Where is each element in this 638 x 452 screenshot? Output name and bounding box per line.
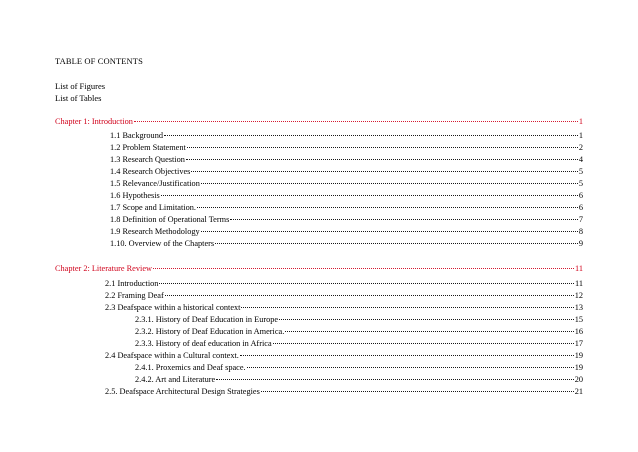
entry-label: 1.8 Definition of Operational Terms bbox=[110, 215, 230, 224]
entry-label: 1.1 Background bbox=[110, 131, 163, 140]
toc-entry[interactable] bbox=[110, 202, 583, 213]
dot-leader bbox=[191, 171, 577, 172]
dot-leader bbox=[240, 355, 574, 356]
toc-entry[interactable] bbox=[110, 154, 583, 165]
entry-label: 1.5 Relevance/Justification bbox=[110, 179, 200, 188]
dot-leader bbox=[164, 135, 578, 136]
dot-leader bbox=[165, 295, 574, 296]
page-number: 16 bbox=[574, 327, 583, 336]
page-number: 1 bbox=[578, 117, 583, 126]
toc-subentry[interactable] bbox=[135, 374, 583, 385]
dot-leader bbox=[261, 391, 574, 392]
dot-leader bbox=[159, 283, 574, 284]
page-number: 20 bbox=[574, 375, 583, 384]
page-number: 6 bbox=[578, 203, 583, 212]
toc-entry[interactable] bbox=[105, 278, 583, 289]
toc-subentry[interactable] bbox=[135, 338, 583, 349]
page-number: 12 bbox=[574, 291, 583, 300]
page-number: 4 bbox=[578, 155, 583, 164]
toc-subentry[interactable] bbox=[135, 362, 583, 373]
page-number: 11 bbox=[575, 264, 583, 273]
toc-chapter-2[interactable] bbox=[55, 263, 583, 274]
toc-subentry[interactable] bbox=[135, 326, 583, 337]
entry-label: 1.2 Problem Statement bbox=[110, 143, 186, 152]
dot-leader bbox=[215, 243, 578, 244]
entry-label: 2.4 Deafspace within a Cultural context. bbox=[105, 351, 239, 360]
dot-leader bbox=[187, 147, 578, 148]
page-number: 5 bbox=[578, 167, 583, 176]
entry-label: 1.10. Overview of the Chapters bbox=[110, 239, 215, 248]
dot-leader bbox=[216, 379, 574, 380]
page-number: 13 bbox=[574, 303, 583, 312]
list-of-tables: List of Tables bbox=[55, 93, 102, 103]
list-of-figures: List of Figures bbox=[55, 81, 106, 91]
toc-entry[interactable] bbox=[110, 178, 583, 189]
toc-entry[interactable] bbox=[105, 386, 583, 397]
page-number: 2 bbox=[578, 143, 583, 152]
page-number: 5 bbox=[578, 179, 583, 188]
entry-label: 2.3 Deafspace within a historical context bbox=[105, 303, 241, 312]
toc-entry[interactable] bbox=[105, 290, 583, 301]
page-number: 21 bbox=[574, 387, 583, 396]
entry-label: 1.7 Scope and Limitation. bbox=[110, 203, 196, 212]
dot-leader bbox=[197, 207, 578, 208]
page-number: 11 bbox=[575, 279, 583, 288]
toc-title: TABLE OF CONTENTS bbox=[55, 56, 143, 66]
page-number: 8 bbox=[578, 227, 583, 236]
dot-leader bbox=[273, 343, 574, 344]
toc-entry[interactable] bbox=[110, 190, 583, 201]
page-number: 19 bbox=[574, 363, 583, 372]
page-number: 1 bbox=[578, 131, 583, 140]
page-number: 7 bbox=[578, 215, 583, 224]
page-number: 6 bbox=[578, 191, 583, 200]
toc-entry[interactable] bbox=[110, 238, 583, 249]
entry-label: 1.6 Hypothesis bbox=[110, 191, 160, 200]
toc-entry[interactable] bbox=[105, 302, 583, 313]
toc-entry[interactable] bbox=[110, 166, 583, 177]
entry-label: 2.2 Framing Deaf bbox=[105, 291, 164, 300]
entry-label: 2.1 Introduction bbox=[105, 279, 159, 288]
dot-leader bbox=[186, 159, 578, 160]
entry-label: 2.3.3. History of deaf education in Africa bbox=[135, 339, 272, 348]
toc-subentry[interactable] bbox=[135, 314, 583, 325]
toc-entry[interactable] bbox=[110, 226, 583, 237]
dot-leader bbox=[201, 183, 578, 184]
entry-label: 2.4.1. Proxemics and Deaf space. bbox=[135, 363, 246, 372]
dot-leader bbox=[279, 319, 574, 320]
dot-leader bbox=[134, 121, 578, 122]
dot-leader bbox=[241, 307, 573, 308]
dot-leader bbox=[161, 195, 578, 196]
chapter-label: Chapter 1: Introduction bbox=[55, 117, 133, 126]
dot-leader bbox=[247, 367, 574, 368]
entry-label: 2.3.1. History of Deaf Education in Europe bbox=[135, 315, 279, 324]
entry-label: 2.5. Deafspace Architectural Design Strategies bbox=[105, 387, 260, 396]
dot-leader bbox=[201, 231, 578, 232]
toc-chapter-1[interactable] bbox=[55, 116, 583, 127]
toc-entry[interactable] bbox=[110, 130, 583, 141]
page-number: 17 bbox=[574, 339, 583, 348]
page-number: 19 bbox=[574, 351, 583, 360]
dot-leader bbox=[153, 268, 574, 269]
toc-entry[interactable] bbox=[110, 142, 583, 153]
toc-entry[interactable] bbox=[110, 214, 583, 225]
entry-label: 1.4 Research Objectives bbox=[110, 167, 191, 176]
entry-label: 1.3 Research Question bbox=[110, 155, 185, 164]
chapter-label: Chapter 2: Literature Review bbox=[55, 264, 152, 273]
entry-label: 2.4.2. Art and Literature bbox=[135, 375, 216, 384]
toc-entry[interactable] bbox=[105, 350, 583, 361]
entry-label: 2.3.2. History of Deaf Education in America. bbox=[135, 327, 285, 336]
entry-label: 1.9 Research Methodology bbox=[110, 227, 200, 236]
dot-leader bbox=[230, 219, 578, 220]
dot-leader bbox=[285, 331, 573, 332]
page-number: 9 bbox=[578, 239, 583, 248]
page-number: 15 bbox=[574, 315, 583, 324]
